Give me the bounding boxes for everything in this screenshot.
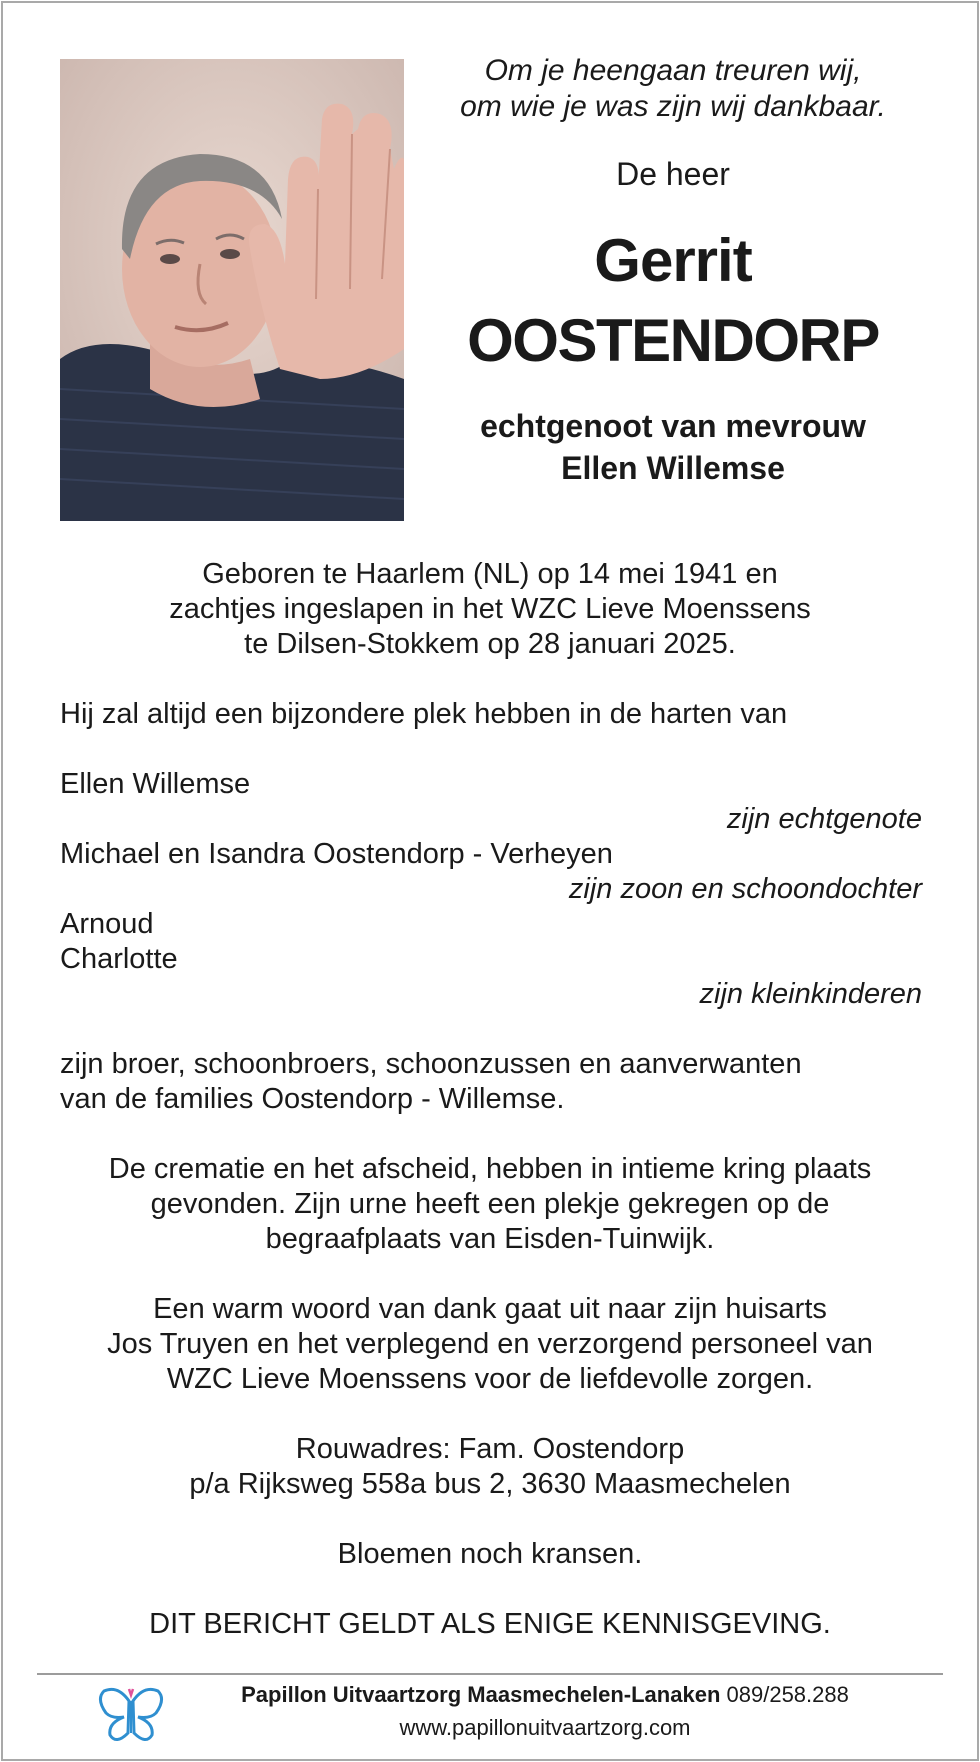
quote-line-2: om wie je was zijn wij dankbaar.	[460, 90, 886, 123]
birth-line-2: zachtjes ingeslapen in het WZC Lieve Moenssens	[169, 593, 811, 625]
obituary-card	[1, 1, 979, 1761]
spouse-info	[423, 405, 923, 489]
thanks-line-3: WZC Lieve Moenssens voor de liefdevolle zorgen.	[166, 1363, 814, 1395]
address-line-1: Rouwadres: Fam. Oostendorp	[295, 1433, 685, 1465]
spouse-line-2: Ellen Willemse	[561, 450, 785, 486]
cremation-line-3: begraafplaats van Eisden-Tuinwijk.	[265, 1223, 715, 1255]
family-member-name: Charlotte	[60, 943, 178, 975]
cremation-line-2: gevonden. Zijn urne heeft een plekje gekregen op de	[150, 1188, 830, 1220]
footer-divider	[37, 1673, 943, 1675]
family-relation: zijn zoon en schoondochter	[568, 873, 922, 905]
relatives-line-2: van de families Oostendorp - Willemse.	[60, 1083, 565, 1115]
notice-line: DIT BERICHT GELDT ALS ENIGE KENNISGEVING.	[149, 1608, 831, 1640]
relatives-line-1: zijn broer, schoonbroers, schoonzussen en aanverwanten	[60, 1048, 802, 1080]
birth-line-1: Geboren te Haarlem (NL) op 14 mei 1941 en	[202, 558, 778, 590]
spouse-line-1: echtgenoot van mevrouw	[480, 408, 866, 444]
honorific: De heer	[616, 156, 730, 192]
thanks-line-1: Een warm woord van dank gaat uit naar zijn huisarts	[153, 1293, 827, 1325]
thanks-line-2: Jos Truyen en het verplegend en verzorgend personeel van	[107, 1328, 873, 1360]
footer-company-line	[3, 1682, 977, 1708]
cremation-line-1: De crematie en het afscheid, hebben in intieme kring plaats	[108, 1153, 872, 1185]
footer-phone: 089/258.288	[726, 1682, 849, 1707]
last-name: OOSTENDORP	[467, 307, 879, 374]
family-intro: Hij zal altijd een bijzondere plek hebben in de harten van	[60, 698, 788, 730]
memorial-quote	[423, 53, 923, 125]
footer-company: Papillon Uitvaartzorg Maasmechelen-Lanaken	[241, 1682, 721, 1707]
family-member-name: Ellen Willemse	[60, 768, 251, 800]
flowers-note: Bloemen noch kransen.	[337, 1538, 643, 1570]
footer-website[interactable]: www.papillonuitvaartzorg.com	[399, 1715, 691, 1740]
family-relation: zijn kleinkinderen	[699, 978, 922, 1010]
family-member-name: Michael en Isandra Oostendorp - Verheyen	[60, 838, 613, 870]
portrait-photo	[60, 59, 404, 521]
family-member-name: Arnoud	[60, 908, 154, 940]
quote-line-1: Om je heengaan treuren wij,	[484, 54, 862, 87]
family-relation: zijn echtgenote	[726, 803, 922, 835]
first-name: Gerrit	[594, 227, 752, 294]
address-line-2: p/a Rijksweg 558a bus 2, 3630 Maasmechelen	[189, 1468, 791, 1500]
birth-line-3: te Dilsen-Stokkem op 28 januari 2025.	[244, 628, 736, 660]
